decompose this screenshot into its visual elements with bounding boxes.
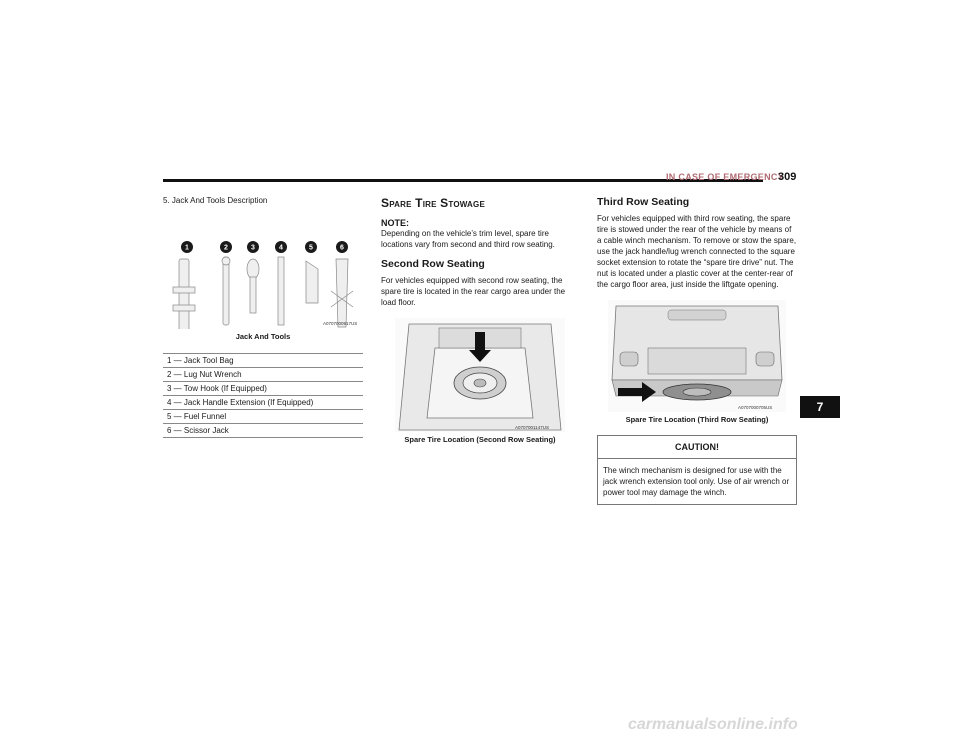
column-jack-tools <box>163 196 363 438</box>
subheading-second-row: Second Row Seating <box>381 258 485 270</box>
figure-code: A0707000917US <box>323 321 358 326</box>
note-text: Depending on the vehicle’s trim level, spare tire locations vary from second and third row seating. <box>381 229 555 249</box>
step-text: 5. Jack And Tools Description <box>163 196 268 205</box>
figure-caption: Spare Tire Location (Third Row Seating) <box>625 415 769 424</box>
second-row-cargo-illustration <box>395 318 565 432</box>
watermark: carmanualsonline.info <box>628 716 798 733</box>
callout-label-3: 3 <box>251 244 255 252</box>
jack-tools-figure <box>163 211 363 329</box>
callout-label-2: 2 <box>224 244 228 252</box>
body-second-row: For vehicles equipped with second row seating, the spare tire is located in the rear cargo area under the load floor. <box>381 276 566 307</box>
callout-label-5: 5 <box>309 244 313 252</box>
jack-tools-illustration <box>163 211 363 329</box>
page-number: 309 <box>778 171 797 183</box>
figure-code: A0707000705US <box>738 405 773 410</box>
legend-item: 1 — Jack Tool Bag <box>163 353 363 367</box>
figure-caption: Jack And Tools <box>235 332 291 341</box>
caution-box <box>597 435 797 505</box>
caution-heading: CAUTION! <box>598 436 796 459</box>
chapter-tab: 7 <box>800 396 840 418</box>
figure-caption: Spare Tire Location (Second Row Seating) <box>404 435 556 444</box>
note-label: NOTE: <box>381 218 409 228</box>
second-row-figure <box>395 318 565 432</box>
tool-legend <box>163 353 363 438</box>
column-third-row <box>597 196 797 505</box>
callout-label-4: 4 <box>279 244 283 252</box>
section-heading: Spare Tire Stowage <box>381 196 485 210</box>
subheading-third-row: Third Row Seating <box>597 196 690 208</box>
figure-code: A0707001147US <box>515 425 549 430</box>
column-spare-tire-stowage <box>381 196 579 444</box>
legend-item: 6 — Scissor Jack <box>163 423 363 437</box>
legend-item: 3 — Tow Hook (If Equipped) <box>163 381 363 395</box>
legend-item: 4 — Jack Handle Extension (If Equipped) <box>163 395 363 409</box>
body-third-row: For vehicles equipped with third row seating, the spare tire is stowed under the rear of the vehicle by means of a cable winch mechanism. To remove or stow the spare, use the jack handle/lug wrench connected to the square socket extension to rotate the “spare tire drive” nut. The nut is located under a plastic cover at the center-rear of the cargo floor area, just inside the liftgate opening. <box>597 214 797 289</box>
third-row-figure <box>608 300 786 412</box>
legend-item: 2 — Lug Nut Wrench <box>163 367 363 381</box>
caution-body: The winch mechanism is designed for use with the jack wrench extension tool only. Use of air wrench or power tool may damage the winch. <box>603 466 790 497</box>
section-title: IN CASE OF EMERGENCY <box>666 172 785 182</box>
legend-item: 5 — Fuel Funnel <box>163 409 363 423</box>
callout-label-1: 1 <box>185 244 189 252</box>
callout-label-6: 6 <box>340 244 344 252</box>
third-row-rear-illustration <box>608 300 786 412</box>
